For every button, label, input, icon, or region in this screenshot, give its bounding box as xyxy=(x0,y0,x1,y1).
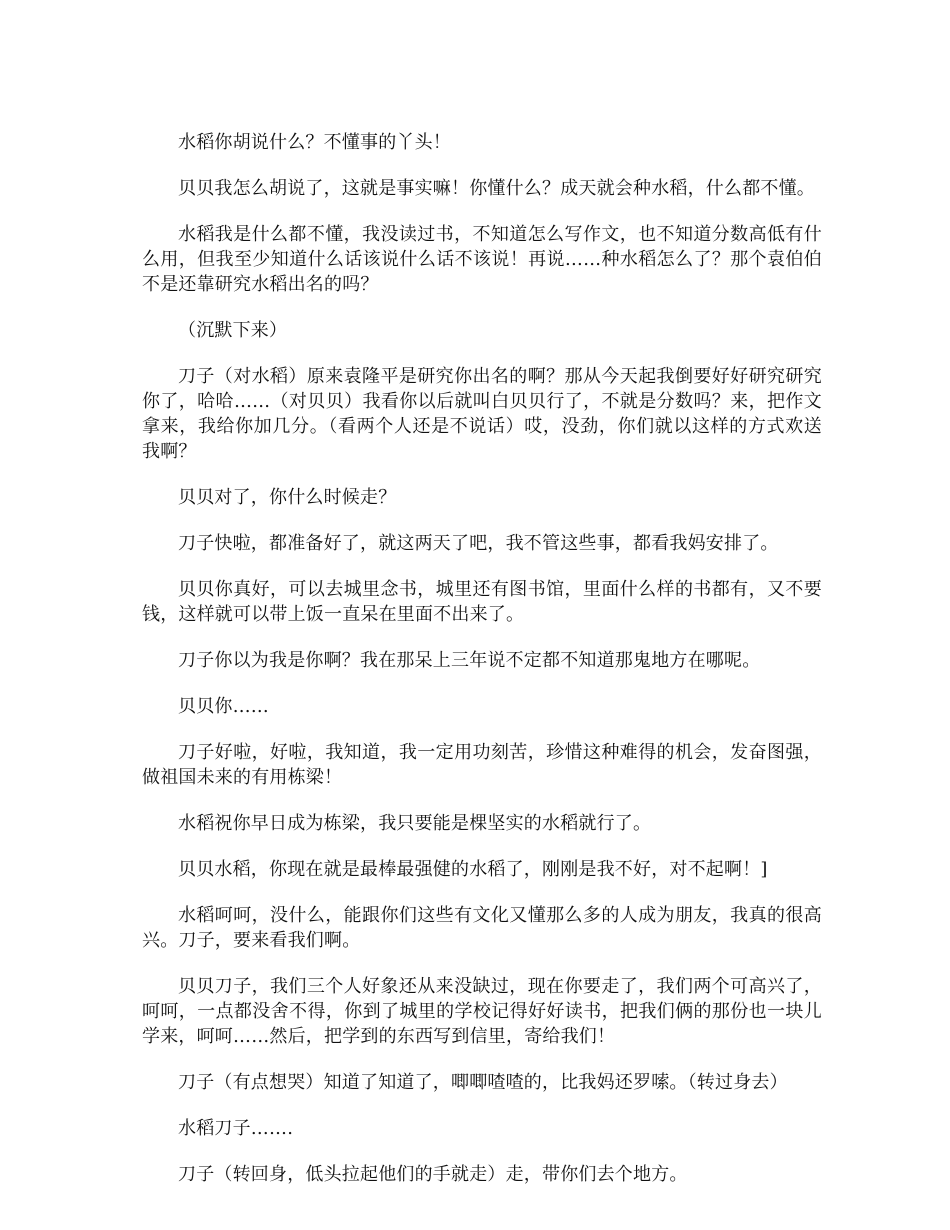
paragraph-11: 刀子好啦，好啦，我知道，我一定用功刻苦，珍惜这种难得的机会，发奋图强，做祖国未来的有用栋梁！ xyxy=(142,742,822,788)
paragraph-10: 贝贝你…… xyxy=(178,696,269,717)
paragraph-15: 贝贝刀子，我们三个人好象还从来没缺过，现在你要走了，我们两个可高兴了，呵呵，一点都没舍不得，你到了城里的学校记得好好读书，把我们俩的那份也一块儿学来，呵呵……然后，把学到的东西写到信里，寄给我们！ xyxy=(142,976,822,1047)
paragraph-7: 刀子快啦，都准备好了，就这两天了吧，我不管这些事，都看我妈安排了。 xyxy=(178,533,779,554)
paragraph-2: 贝贝我怎么胡说了，这就是事实嘛！你懂什么？成天就会种水稻，什么都不懂。 xyxy=(178,178,815,199)
paragraph-3: 水稻我是什么都不懂，我没读过书，不知道怎么写作文，也不知道分数高低有什么用，但我至少知道什么话该说什么话不该说！再说……种水稻怎么了？那个袁伯伯不是还靠研究水稻出名的吗？ xyxy=(142,224,822,295)
paragraph-5: 刀子（对水稻）原来袁隆平是研究你出名的啊？那从今天起我倒要好好研究研究你了，哈哈……（对贝贝）我看你以后就叫白贝贝行了，不就是分数吗？来，把作文拿来，我给你加几分。（看两个人还是不说话）哎，没劲，你们就以这样的方式欢送我啊？ xyxy=(142,366,822,462)
paragraph-18: 刀子（转回身，低头拉起他们的手就走）走，带你们去个地方。 xyxy=(178,1164,688,1185)
paragraph-6: 贝贝对了，你什么时候走？ xyxy=(178,487,397,508)
paragraph-4: （沉默下来） xyxy=(178,320,288,341)
paragraph-12: 水稻祝你早日成为栋梁，我只要能是棵坚实的水稻就行了。 xyxy=(178,813,652,834)
paragraph-13: 贝贝水稻，你现在就是最棒最强健的水稻了，刚刚是我不好，对不起啊！] xyxy=(178,859,768,880)
paragraph-9: 刀子你以为我是你啊？我在那呆上三年说不定都不知道那鬼地方在哪呢。 xyxy=(178,650,761,671)
paragraph-17: 水稻刀子……. xyxy=(178,1118,294,1139)
paragraph-14: 水稻呵呵，没什么，能跟你们这些有文化又懂那么多的人成为朋友，我真的很高兴。刀子，要来看我们啊。 xyxy=(142,905,822,951)
paragraph-8: 贝贝你真好，可以去城里念书，城里还有图书馆，里面什么样的书都有，又不要钱，这样就可以带上饭一直呆在里面不出来了。 xyxy=(142,579,822,625)
paragraph-16: 刀子（有点想哭）知道了知道了，唧唧喳喳的，比我妈还罗嗦。（转过身去） xyxy=(178,1072,788,1093)
paragraph-1: 水稻你胡说什么？不懂事的丫头！ xyxy=(178,132,451,153)
document-body xyxy=(142,130,822,1208)
